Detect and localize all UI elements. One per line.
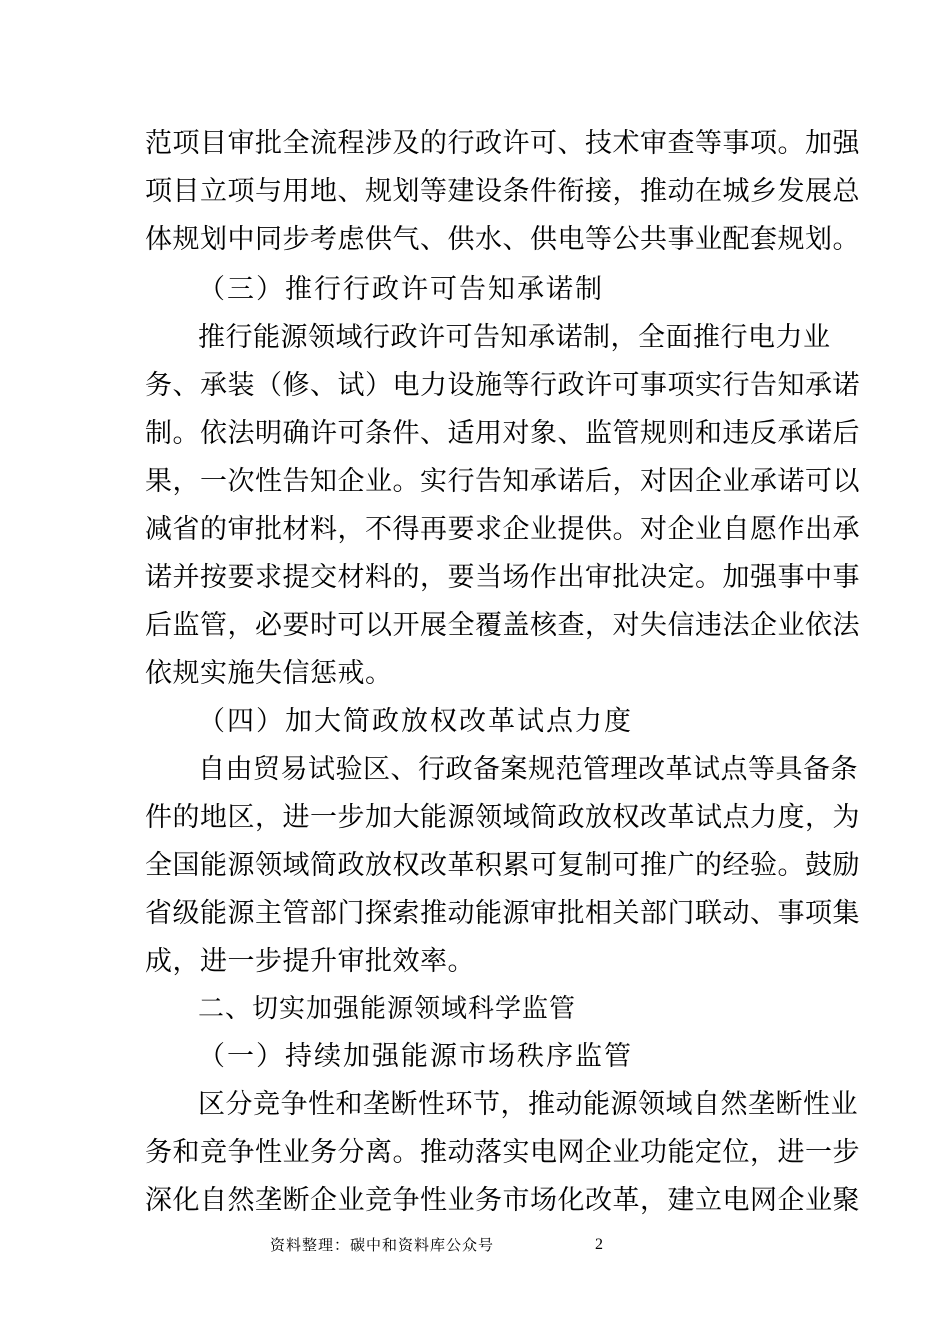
body-text-line: 区分竞争性和垄断性环节，推动能源领域自然垄断性业 bbox=[198, 1089, 858, 1120]
body-text-line: 务和竞争性业务分离。推动落实电网企业功能定位，进一步 bbox=[145, 1137, 860, 1168]
body-text-line: 减省的审批材料，不得再要求企业提供。对企业自愿作出承 bbox=[145, 514, 860, 545]
chapter-heading-2: 二、切实加强能源领域科学监管 bbox=[198, 994, 577, 1024]
body-text-line: 体规划中同步考虑供气、供水、供电等公共事业配套规划。 bbox=[145, 224, 860, 255]
footer-source-text: 资料整理：碳中和资料库公众号 bbox=[270, 1236, 495, 1254]
body-text-line: 制。依法明确许可条件、适用对象、监管规则和违反承诺后 bbox=[145, 418, 860, 449]
body-text-line: 省级能源主管部门探索推动能源审批相关部门联动、事项集 bbox=[145, 898, 860, 929]
section-heading-3: （三）推行行政许可告知承诺制 bbox=[198, 274, 604, 305]
body-text-line: 推行能源领域行政许可告知承诺制，全面推行电力业 bbox=[198, 322, 831, 353]
body-text-line: 件的地区，进一步加大能源领域简政放权改革试点力度，为 bbox=[145, 802, 860, 833]
body-text-line: 后监管，必要时可以开展全覆盖核查，对失信违法企业依法 bbox=[145, 610, 860, 641]
body-text-line: 全国能源领域简政放权改革积累可复制可推广的经验。鼓励 bbox=[145, 850, 860, 881]
body-text-line: 项目立项与用地、规划等建设条件衔接，推动在城乡发展总 bbox=[145, 176, 860, 207]
section-heading-1: （一）持续加强能源市场秩序监管 bbox=[198, 1041, 633, 1072]
body-text-line: 务、承装（修、试）电力设施等行政许可事项实行告知承诺 bbox=[145, 370, 860, 401]
body-text-line: 自由贸易试验区、行政备案规范管理改革试点等具备条 bbox=[198, 754, 858, 785]
body-text-line: 范项目审批全流程涉及的行政许可、技术审查等事项。加强 bbox=[145, 128, 860, 159]
section-heading-4: （四）加大简政放权改革试点力度 bbox=[198, 706, 633, 737]
page-number: 2 bbox=[595, 1236, 603, 1253]
body-text-line: 成，进一步提升审批效率。 bbox=[145, 946, 475, 977]
body-text-line: 依规实施失信惩戒。 bbox=[145, 658, 393, 689]
body-text-line: 诺并按要求提交材料的，要当场作出审批决定。加强事中事 bbox=[145, 562, 860, 593]
body-text-line: 深化自然垄断企业竞争性业务市场化改革，建立电网企业聚 bbox=[145, 1185, 860, 1216]
page-footer bbox=[0, 1230, 950, 1260]
body-text-line: 果，一次性告知企业。实行告知承诺后，对因企业承诺可以 bbox=[145, 466, 860, 497]
